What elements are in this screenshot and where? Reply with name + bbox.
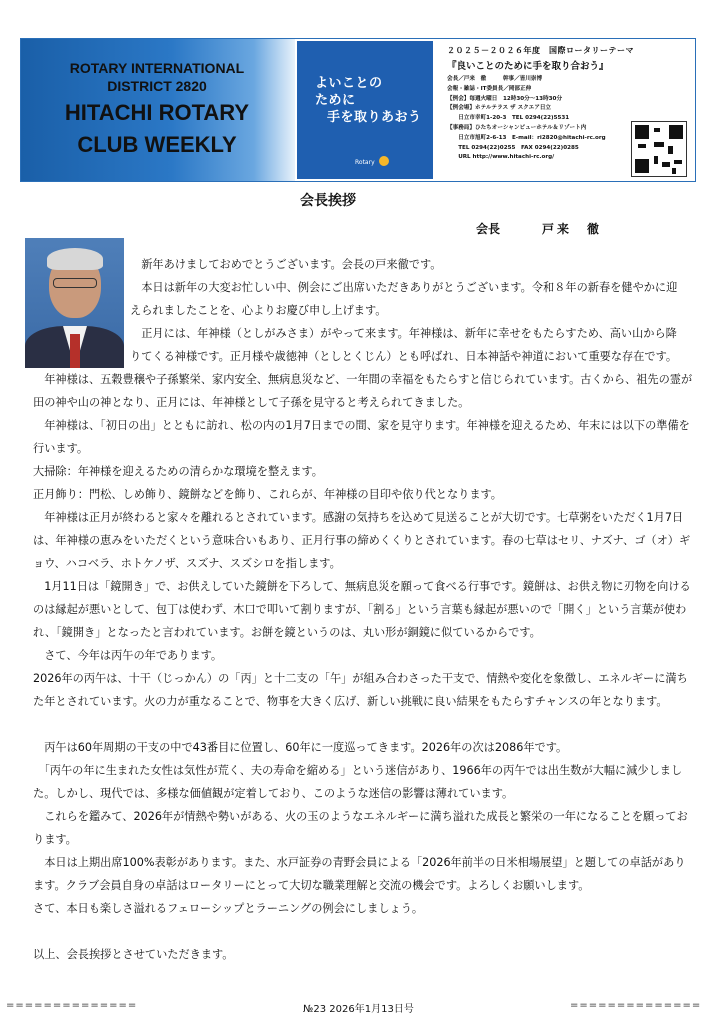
paragraph: さて、今年は丙午の年であります。 [33, 649, 223, 662]
issue-number: №23 2026年1月13日号 [303, 1004, 414, 1015]
president-photo [25, 238, 124, 368]
paragraph: 年神様は、五穀豊穣や子孫繁栄、家内安全、無病息災など、一年間の幸福をもたらすと信じられています。古くから、祖先の霊が田の神や山の神となり、正月には、年神様として子孫を見守ると考えられてきました。 [33, 373, 693, 409]
footer-rule-left: ============== [6, 1000, 138, 1011]
paragraph: さて、本日も楽しさ溢れるフェローシップとラーニングの例会にしましょう。 [33, 902, 424, 915]
info-line: 【事務局】ひたちオーシャンビューホテル＆リゾート内 [447, 124, 587, 131]
paragraph: 以上、会長挨拶とさせていただきます。 [33, 948, 234, 961]
president-line [476, 220, 602, 237]
info-line: 会長／戸来 徹 幹事／皆川崇博 [447, 76, 543, 82]
info-line: 日立市幸町1-20-3 TEL 0294(22)5531 [447, 115, 570, 122]
info-line: 【例会場】ホテルテラス ザ スクエア日立 [447, 105, 552, 112]
paragraph: 年神様は正月が終わると家々を離れるとされています。感謝の気持ちを込めて見送ることが大切です。七草粥をいただく1月7日は、年神様の恵みをいただくという意味合いもあり、正月行事の締めくくりとされています。春の七草はセリ、ナズナ、ゴ（オ）ギョウ、ハコベラ、ホトケノザ、スズナ、スズシロを指します。 [33, 511, 691, 570]
info-line: 日立市旭町2-6-13 E-mail：ri2820@hitachi-rc.org [447, 134, 606, 141]
slogan-line: ために [315, 93, 356, 108]
paragraph: これらを鑑みて、2026年が情熱や勢いがある、火の玉のようなエネルギーに満ち溢れた成長と繁栄の一年になることを願っております。 [33, 810, 688, 846]
masthead-line2: DISTRICT 2820 [107, 78, 207, 94]
paragraph: 正月には、年神様（としがみさま）がやって来ます。年神様は、新年に幸せをもたらすため、高い山から降りてくる神様です。正月様や歳徳神（としとくじん）とも呼ばれ、日本神話や神道において重要な存在です。 [130, 327, 678, 363]
theme-text: 『良いことのために手を取り合おう』 [447, 61, 609, 72]
rotary-wheel-icon [379, 156, 389, 166]
masthead [21, 39, 295, 181]
info-line: 【例会】毎週火曜日 12時30分～13時30分 [447, 95, 563, 102]
header-banner [20, 38, 696, 182]
paragraph: 「丙午の年に生まれた女性は気性が荒く、夫の寿命を縮める」という迷信があり、1966年の丙午では出生数が大幅に減少しました。しかし、現代では、多様な価値観が定着しており、このような迷信の影響は薄れています。 [33, 764, 683, 800]
slogan-line: よいことの [315, 76, 383, 91]
info-line: 会報・雑誌・IT委員長／岡部正伸 [447, 85, 532, 92]
paragraph: 2026年の丙午は、十干（じっかん）の「丙」と十二支の「午」が組み合わさった干支で、情熱や変化を象徴し、エネルギーに満ちた年とされています。火の力が重なることで、物事を大きく広げ、新しい挑戦に良い結果をもたらすチャンスの年となります。 [33, 672, 688, 708]
paragraph: 丙午は60年周期の干支の中で43番目に位置し、60年に一度巡ってきます。2026年の次は2086年です。 [33, 741, 568, 754]
rotary-label: Rotary [355, 159, 375, 166]
paragraph: 1月11日は「鏡開き」で、お供えしていた鏡餅を下ろして、無病息災を願って食べる行事です。鏡餅は、お供え物に刃物を向けるのは縁起が悪いとして、包丁は使わず、木口で叩いて割りますが、「割る」という言葉も縁起が悪いので「開く」という言葉が使われ、「鏡開き」となったと言われています。お餅を鏡というのは、丸い形が銅鏡に似ているからです。 [33, 580, 691, 639]
paragraph: 年神様は、「初日の出」とともに訪れ、松の内の1月7日までの間、家を見守ります。年神様を迎えるため、年末には以下の準備を行います。 [33, 419, 690, 455]
theme-line: ２０２５－２０２６年度 国際ロータリーテーマ [447, 46, 634, 55]
slogan-panel [297, 41, 433, 179]
info-line: URL http://www.hitachi-rc.org/ [447, 154, 555, 161]
footer-rule-right: ============== [570, 1000, 702, 1011]
president-name: 戸来 徹 [542, 222, 603, 236]
paragraph: 本日は新年の大変お忙しい中、例会にご出席いただきありがとうございます。令和８年の新春を健やかに迎えられましたことを、心よりお慶び申し上げます。 [130, 281, 678, 317]
masthead-line1: ROTARY INTERNATIONAL [69, 60, 245, 76]
info-line: TEL 0294(22)0255 FAX 0294(22)0285 [447, 144, 579, 151]
masthead-line3: HITACHI ROTARY [64, 100, 250, 125]
qr-code-icon[interactable] [631, 121, 687, 177]
page-title: 会長挨拶 [300, 193, 356, 209]
slogan-line: 手を取りあおう [327, 110, 422, 125]
paragraph: 大掃除：年神様を迎えるための清らかな環境を整えます。 [33, 465, 323, 478]
club-info [433, 39, 695, 181]
paragraph: 正月飾り：門松、しめ飾り、鏡餅などを飾り、これらが、年神様の目印や依り代となります。 [33, 488, 502, 501]
president-role: 会長 [476, 222, 501, 236]
club-info-lines [447, 75, 643, 163]
paragraph: 本日は上期出席100%表彰があります。また、水戸証券の青野会員による「2026年前半の日米相場展望」と題しての卓話があります。クラブ会員自身の卓話はロータリーにとって大切な職業理解と交流の機会です。よろしくお願いします。 [33, 856, 686, 892]
masthead-line4: CLUB WEEKLY [77, 132, 237, 157]
paragraph: 新年あけましておめでとうございます。会長の戸来徹です。 [130, 258, 442, 271]
